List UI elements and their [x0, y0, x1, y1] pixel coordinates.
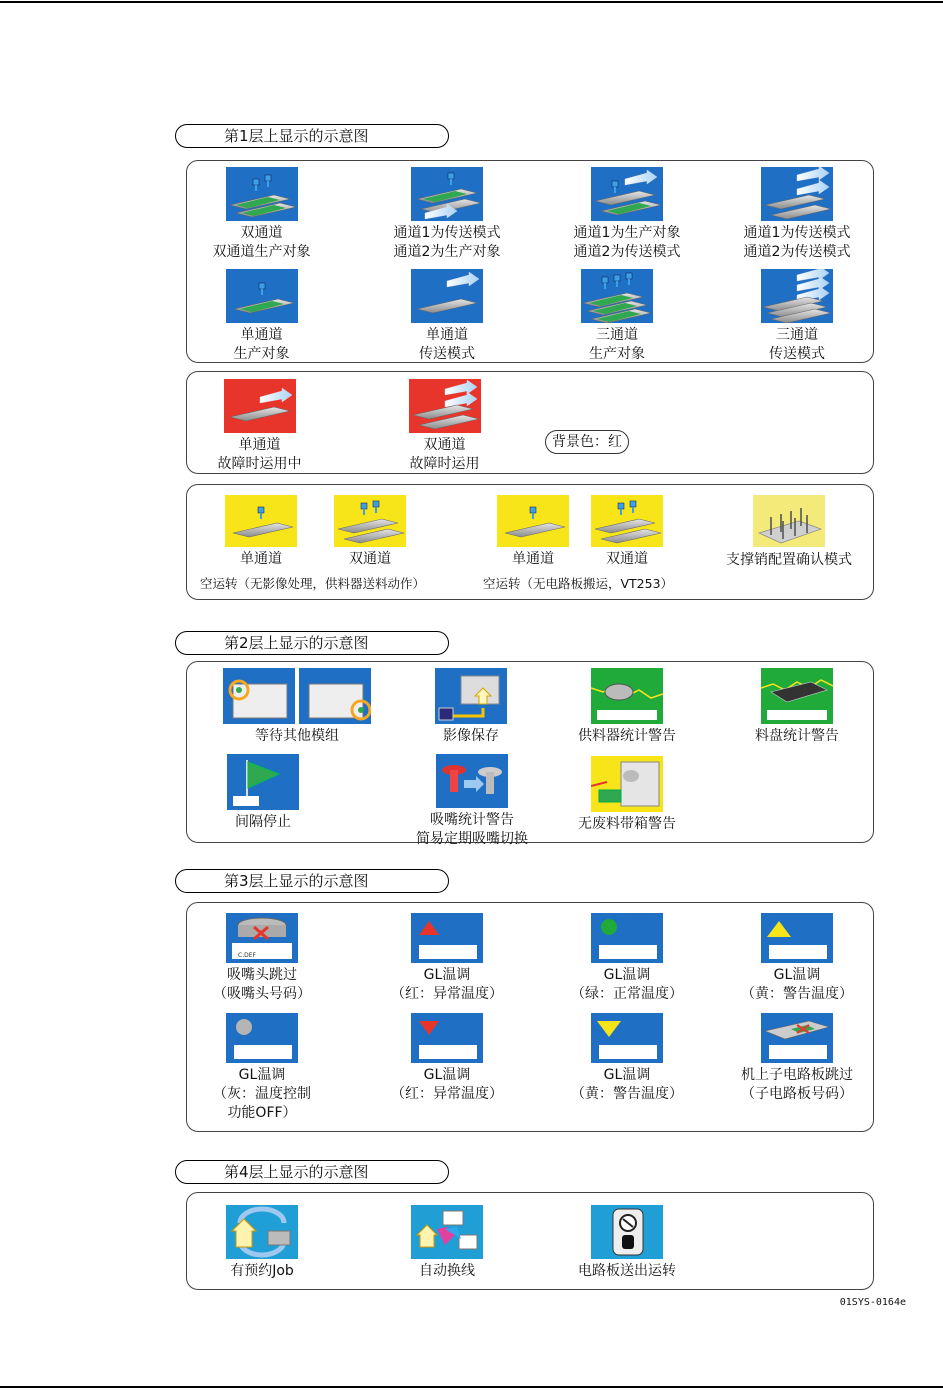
dual-lane-production-icon	[226, 167, 298, 221]
sub-board-skip	[717, 1013, 877, 1104]
triple-lane-transfer-icon	[761, 269, 833, 323]
label-line1: 单通道	[238, 437, 281, 453]
label-line1: 通道1为传送模式	[393, 225, 501, 241]
gl-temp-yellow-down	[552, 1013, 702, 1104]
label-line1: 吸嘴头跳过	[227, 967, 297, 983]
label-line1: 通道1为传送模式	[743, 225, 851, 241]
single-lane-production-icon	[226, 269, 298, 323]
dry-run-caption-feeder: 空运转（无影像处理，供料器送料动作）	[200, 576, 426, 591]
section-title-layer4: 第4层上显示的示意图	[175, 1160, 449, 1184]
support-pin-check-mode	[709, 495, 869, 570]
label-line1: 双通道	[423, 437, 466, 453]
feeder-stat-warning	[552, 668, 702, 746]
single-lane-transfer-icon	[411, 269, 483, 323]
top-rule	[0, 1, 943, 3]
label-line1: 吸嘴统计警告	[430, 812, 514, 828]
gl-temp-green	[552, 913, 702, 1004]
figure-code: 01SYS-0164e	[839, 1297, 906, 1308]
reserved-job	[187, 1205, 337, 1281]
label-line2: （子电路板号码）	[741, 1086, 853, 1102]
waste-tape-box-icon	[591, 756, 663, 812]
gl-temp-red	[372, 913, 522, 1004]
gl-temp-yellow-up	[722, 913, 872, 1004]
red-triangle-up-icon	[411, 913, 483, 963]
lane1-production-lane2-transfer-icon	[591, 167, 663, 221]
lane-item-single-transfer	[372, 269, 522, 364]
layer2-panel	[186, 661, 874, 847]
label-line2: 传送模式	[419, 346, 475, 362]
fault-item-single	[187, 379, 332, 474]
label-line1: 影像保存	[443, 728, 499, 744]
layer3-panel	[186, 902, 874, 1132]
label-line1: 通道1为生产对象	[573, 225, 681, 241]
nozzle-head-skip-icon	[226, 913, 298, 963]
label-line1: 支撑销配置确认模式	[726, 552, 852, 568]
label-line1: 间隔停止	[235, 814, 291, 830]
reserved-job-icon	[226, 1205, 298, 1259]
label-line1: GL温调	[423, 1067, 471, 1083]
label-line2: （灰：温度控制	[213, 1086, 311, 1102]
label-line2: 故障时运用	[409, 456, 480, 472]
label-line2: 通道2为传送模式	[573, 244, 681, 260]
lane-item-triple-transfer	[722, 269, 872, 364]
dual-lane-dry-run-vt-icon	[591, 495, 663, 547]
interval-stop-flag-icon	[227, 754, 299, 810]
label-line2: （吸嘴头号码）	[213, 986, 311, 1002]
lane-item-triple-production	[542, 269, 692, 364]
lane1-transfer-lane2-production-icon	[411, 167, 483, 221]
wait-other-module-icon	[223, 668, 371, 724]
tray-stat-warning-icon	[761, 668, 833, 724]
section-title-layer3: 第3层上显示的示意图	[175, 869, 449, 893]
layer1-fault-panel	[186, 371, 874, 474]
label-line2: 故障时运用中	[217, 456, 302, 472]
label-line3: 功能OFF）	[227, 1105, 297, 1121]
lane-item-single-production	[189, 269, 334, 364]
label-line1: 无废料带箱警告	[578, 816, 676, 832]
board-out-operation	[552, 1205, 702, 1281]
label-line1: 三通道	[776, 327, 818, 343]
yellow-triangle-down-icon	[591, 1013, 663, 1063]
label-line1: 双通道	[240, 225, 283, 241]
label-line1: 供料器统计警告	[578, 728, 676, 744]
label-line1: 机上子电路板跳过	[741, 1067, 853, 1083]
label-line2: （红：异常温度）	[391, 1086, 503, 1102]
label-line1: 单通道	[426, 327, 468, 343]
image-save	[411, 668, 531, 746]
grey-circle-icon	[226, 1013, 298, 1063]
layer1-dryrun-panel	[186, 484, 874, 600]
label-line1: 双通道	[606, 551, 648, 567]
lane-item-l1-transfer-l2-production	[372, 167, 522, 262]
label-line2: （绿：正常温度）	[571, 986, 683, 1002]
yellow-triangle-up-icon	[761, 913, 833, 963]
lane-item-dual-production	[189, 167, 334, 262]
tray-stat-warning	[722, 668, 872, 746]
bottom-rule	[0, 1386, 943, 1388]
label-line1: 单通道	[240, 551, 282, 567]
label-line1: 电路板送出运转	[578, 1263, 676, 1279]
label-line1: GL温调	[238, 1067, 286, 1083]
layer4-panel	[186, 1192, 874, 1290]
support-pin-icon	[753, 495, 825, 547]
wait-other-module	[217, 668, 377, 746]
layer1-lanes-panel	[186, 160, 874, 363]
label-line2: 通道2为传送模式	[743, 244, 851, 260]
no-waste-tape-box-warning	[562, 756, 692, 834]
fault-item-dual	[372, 379, 517, 474]
section-title-layer1: 第1层上显示的示意图	[175, 124, 449, 148]
lane-item-both-transfer	[722, 167, 872, 262]
label-line1: 自动换线	[419, 1263, 475, 1279]
label-line1: 料盘统计警告	[755, 728, 839, 744]
dry-run-single-b	[497, 495, 569, 569]
lane-item-l1-production-l2-transfer	[552, 167, 702, 262]
board-out-operation-icon	[591, 1205, 663, 1259]
single-lane-dry-run-vt-icon	[497, 495, 569, 547]
green-circle-icon	[591, 913, 663, 963]
label-line2: 生产对象	[589, 346, 645, 362]
dry-run-dual-a	[334, 495, 406, 569]
sub-board-skip-icon	[761, 1013, 833, 1063]
label-line2: 传送模式	[769, 346, 825, 362]
label-line1: GL温调	[603, 967, 651, 983]
dual-lane-fault-icon	[409, 379, 481, 433]
dual-lane-dry-run-icon	[334, 495, 406, 547]
label-line1: 单通道	[512, 551, 554, 567]
single-lane-dry-run-icon	[225, 495, 297, 547]
auto-changeover	[372, 1205, 522, 1281]
label-line1: 双通道	[349, 551, 391, 567]
dry-run-single-a	[225, 495, 297, 569]
nozzle-stat-warning-icon	[436, 754, 508, 808]
nozzle-stat-warning	[397, 754, 547, 849]
label-line2: 简易定期吸嘴切换	[416, 831, 528, 847]
dry-run-caption-no-board: 空运转（无电路板搬运，VT253）	[483, 576, 674, 591]
auto-changeover-icon	[411, 1205, 483, 1259]
feeder-stat-warning-icon	[591, 668, 663, 724]
label-line2: 通道2为生产对象	[393, 244, 501, 260]
dry-run-dual-b	[591, 495, 663, 569]
image-save-icon	[435, 668, 507, 724]
red-triangle-down-icon	[411, 1013, 483, 1063]
section-title-layer2: 第2层上显示的示意图	[175, 631, 449, 655]
label-line1: 单通道	[240, 327, 283, 343]
triple-lane-production-icon	[581, 269, 653, 323]
single-lane-fault-icon	[224, 379, 296, 433]
label-line1: GL温调	[773, 967, 821, 983]
label-line1: 三通道	[596, 327, 638, 343]
label-line2: （黄：警告温度）	[571, 1086, 683, 1102]
nozzle-tag-text: C.DEF	[238, 952, 256, 959]
label-line1: 等待其他模组	[255, 728, 339, 744]
gl-temp-grey	[187, 1013, 337, 1123]
background-color-note: 背景色：红	[545, 430, 629, 454]
interval-stop	[227, 754, 299, 832]
label-line2: （红：异常温度）	[391, 986, 503, 1002]
label-line1: GL温调	[603, 1067, 651, 1083]
gl-temp-red-down	[372, 1013, 522, 1104]
label-line1: 有预约Job	[230, 1263, 294, 1279]
label-line2: 双通道生产对象	[212, 244, 311, 260]
label-line2: 生产对象	[233, 346, 290, 362]
label-line1: GL温调	[423, 967, 471, 983]
nozzle-head-skip	[187, 913, 337, 1004]
both-lanes-transfer-icon	[761, 167, 833, 221]
label-line2: （黄：警告温度）	[741, 986, 853, 1002]
